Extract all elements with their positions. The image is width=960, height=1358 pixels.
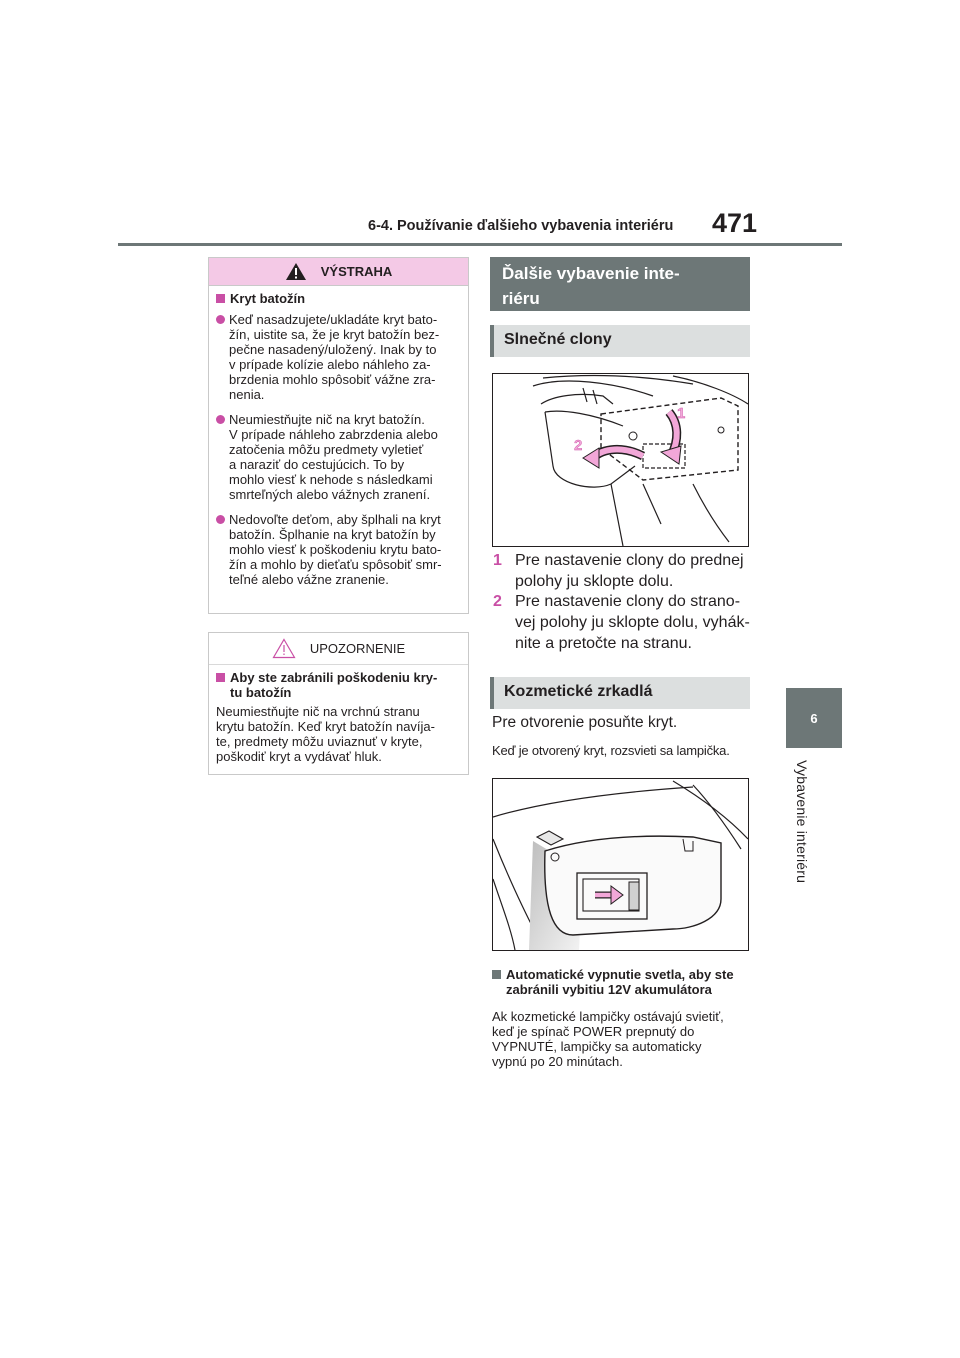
notice-heading: [216, 670, 462, 700]
chapter-title: 6-4. Používanie ďalšieho vybavenia interiéru: [368, 218, 674, 234]
figure-label-2: 2: [574, 437, 583, 454]
subsection-sun-visors: Slnečné clony: [490, 325, 750, 357]
sun-visor-figure: [492, 373, 749, 547]
step-text: Pre nastavenie clony do strano- vej polohy ju sklopte dolu, vyhák- nite a pretočte na stranu.: [515, 593, 750, 652]
subsection-vanity-mirrors: Kozmetické zrkadlá: [490, 677, 750, 709]
header-divider: [118, 243, 842, 246]
vanity-mirror-illustration: [493, 779, 748, 950]
round-bullet-icon: [216, 315, 225, 324]
round-bullet-icon: [216, 515, 225, 524]
notice-body: Neumiestňujte nič na vrchnú stranu krytu batožín. Keď kryt batožín navíja- te, predmety môžu uviaznuť v kryte, poškodiť kryt a vydávať hluk.: [216, 704, 435, 764]
step-text: Pre nastavenie clony do prednej polohy ju sklopte dolu.: [515, 552, 744, 590]
square-bullet-icon: [492, 970, 501, 979]
list-item-text: Nedovoľte deťom, aby šplhali na kryt batožín. Šplhanie na kryt batožín by mohlo viesť k poškodeniu krytu bato- žín a mohlo by dieťaťu spôsobiť smr- teľné alebo vážne zranenie.: [229, 512, 442, 587]
warning-label: VÝSTRAHA: [320, 264, 393, 279]
chapter-tab-label: Vybavenie interiéru: [794, 760, 810, 884]
notice-label: UPOZORNENIE: [309, 641, 406, 656]
auto-off-heading-text: Automatické vypnutie svetla, aby ste zabránili vybitiu 12V akumulátora: [506, 967, 734, 997]
open-instruction: Pre otvorenie posuňte kryt.: [492, 714, 678, 731]
list-item: [216, 512, 462, 587]
list-item-text: Neumiestňujte nič na kryt batožín. V prípade náhleho zabrzdenia alebo zatočenia môžu predmety vyletieť a naraziť do cestujúcich. To by mohlo viesť k nehode s následkami smrteľných alebo vážnych zranení.: [229, 412, 438, 502]
step-number: 1: [493, 552, 502, 569]
caution-icon: [272, 638, 296, 659]
list-item-text: Keď nasadzujete/ukladáte kryt bato- žín, uistite sa, že je kryt batožín bez- pečne nasadený/uložený. Inak by to v prípade kolízie alebo náhleho za- brzdenia mohlo spôsobiť vážne zra- nenia.: [229, 312, 440, 402]
notice-header: [209, 633, 468, 665]
notice-box: [208, 632, 469, 775]
vanity-mirror-figure: [492, 778, 749, 951]
auto-off-body: Ak kozmetické lampičky ostávajú svietiť, keď je spínač POWER prepnutý do VYPNUTÉ, lampičky sa automaticky vypnú po 20 minútach.: [492, 1009, 724, 1069]
page-number: 471: [712, 208, 758, 238]
list-item: [216, 412, 462, 502]
section-title: Ďalšie vybavenie inte- riéru: [490, 257, 750, 311]
sun-visor-illustration: [493, 374, 748, 546]
warning-icon: [285, 262, 307, 281]
square-bullet-icon: [216, 673, 225, 682]
figure-label-1: 1: [677, 405, 686, 422]
warning-heading: [216, 291, 462, 306]
light-note: Keď je otvorený kryt, rozsvieti sa lampička.: [492, 743, 730, 758]
auto-off-heading: [492, 967, 754, 997]
step-number: 2: [493, 593, 502, 610]
list-item: [216, 312, 462, 402]
notice-heading-text: Aby ste zabránili poškodeniu kry- tu batožín: [230, 670, 438, 700]
square-bullet-icon: [216, 294, 225, 303]
warning-heading-text: Kryt batožín: [230, 291, 306, 306]
warning-header: [209, 258, 468, 286]
warning-box: [208, 257, 469, 614]
chapter-tab[interactable]: 6: [786, 688, 842, 748]
step-item: [493, 591, 750, 654]
step-item: [493, 550, 744, 592]
round-bullet-icon: [216, 415, 225, 424]
